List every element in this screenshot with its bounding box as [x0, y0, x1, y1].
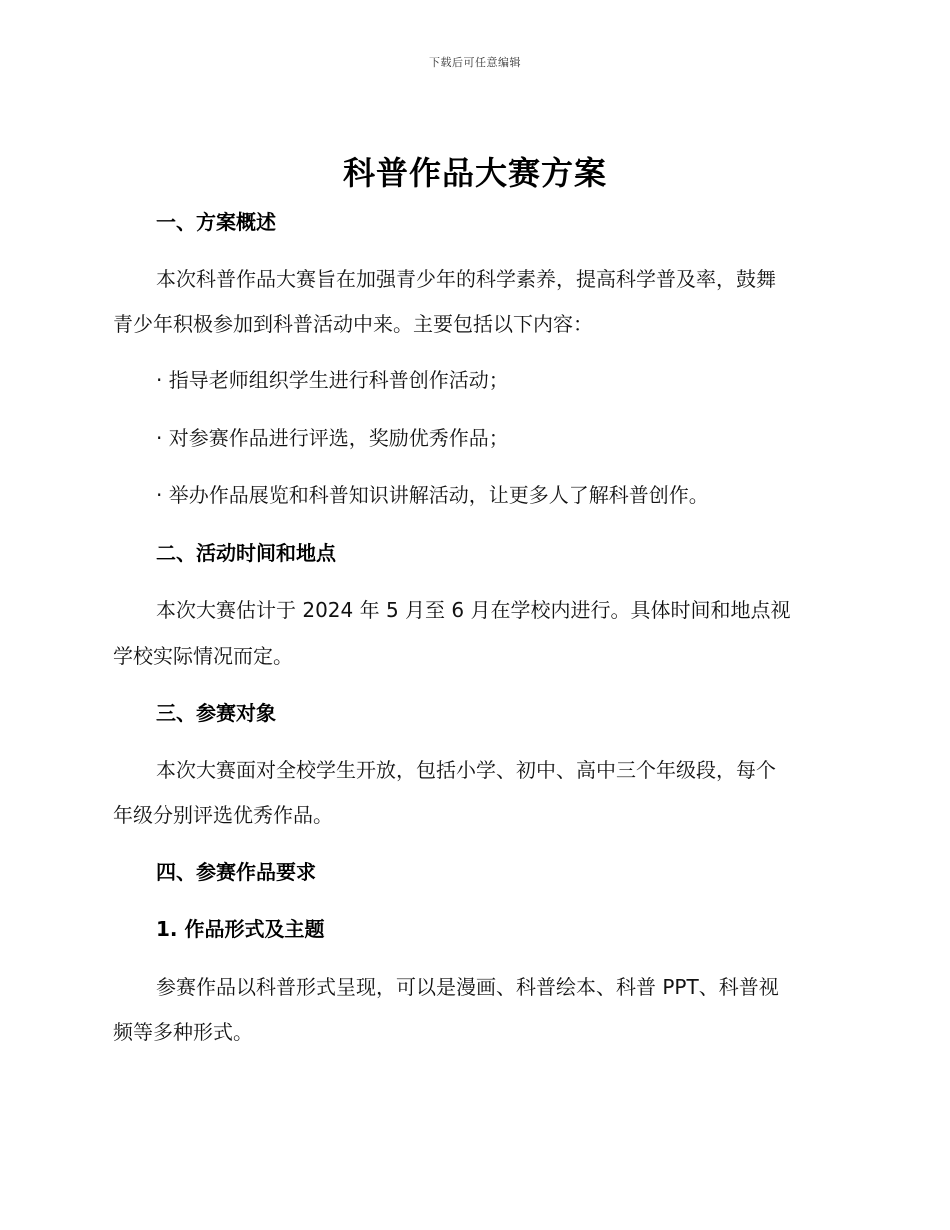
paragraph-line: 本次大赛面对全校学生开放，包括小学、初中、高中三个年级段，每个	[156, 758, 776, 782]
header-note: 下载后可任意编辑	[429, 56, 521, 69]
section-heading-participants: 三、参赛对象	[156, 701, 276, 725]
paragraph-line: 本次科普作品大赛旨在加强青少年的科学素养，提高科学普及率，鼓舞	[156, 267, 776, 291]
paragraph-line: 频等多种形式。	[113, 1020, 253, 1044]
bullet-item: · 举办作品展览和科普知识讲解活动，让更多人了解科普创作。	[156, 483, 709, 507]
bullet-item: · 对参赛作品进行评选，奖励优秀作品；	[156, 426, 509, 450]
bullet-item: · 指导老师组织学生进行科普创作活动；	[156, 368, 509, 392]
document-title: 科普作品大赛方案	[342, 154, 607, 192]
paragraph-line: 年级分别评选优秀作品。	[113, 803, 333, 827]
section-heading-overview: 一、方案概述	[156, 210, 276, 234]
paragraph-line: 学校实际情况而定。	[113, 644, 293, 668]
section-heading-time-place: 二、活动时间和地点	[156, 541, 336, 565]
paragraph-line: 本次大赛估计于 2024 年 5 月至 6 月在学校内进行。具体时间和地点视	[156, 598, 791, 622]
subsection-heading-format: 1. 作品形式及主题	[156, 917, 325, 941]
paragraph-line: 青少年积极参加到科普活动中来。主要包括以下内容：	[113, 312, 593, 336]
paragraph-line: 参赛作品以科普形式呈现，可以是漫画、科普绘本、科普 PPT、科普视	[156, 975, 779, 999]
section-heading-requirements: 四、参赛作品要求	[156, 860, 316, 884]
